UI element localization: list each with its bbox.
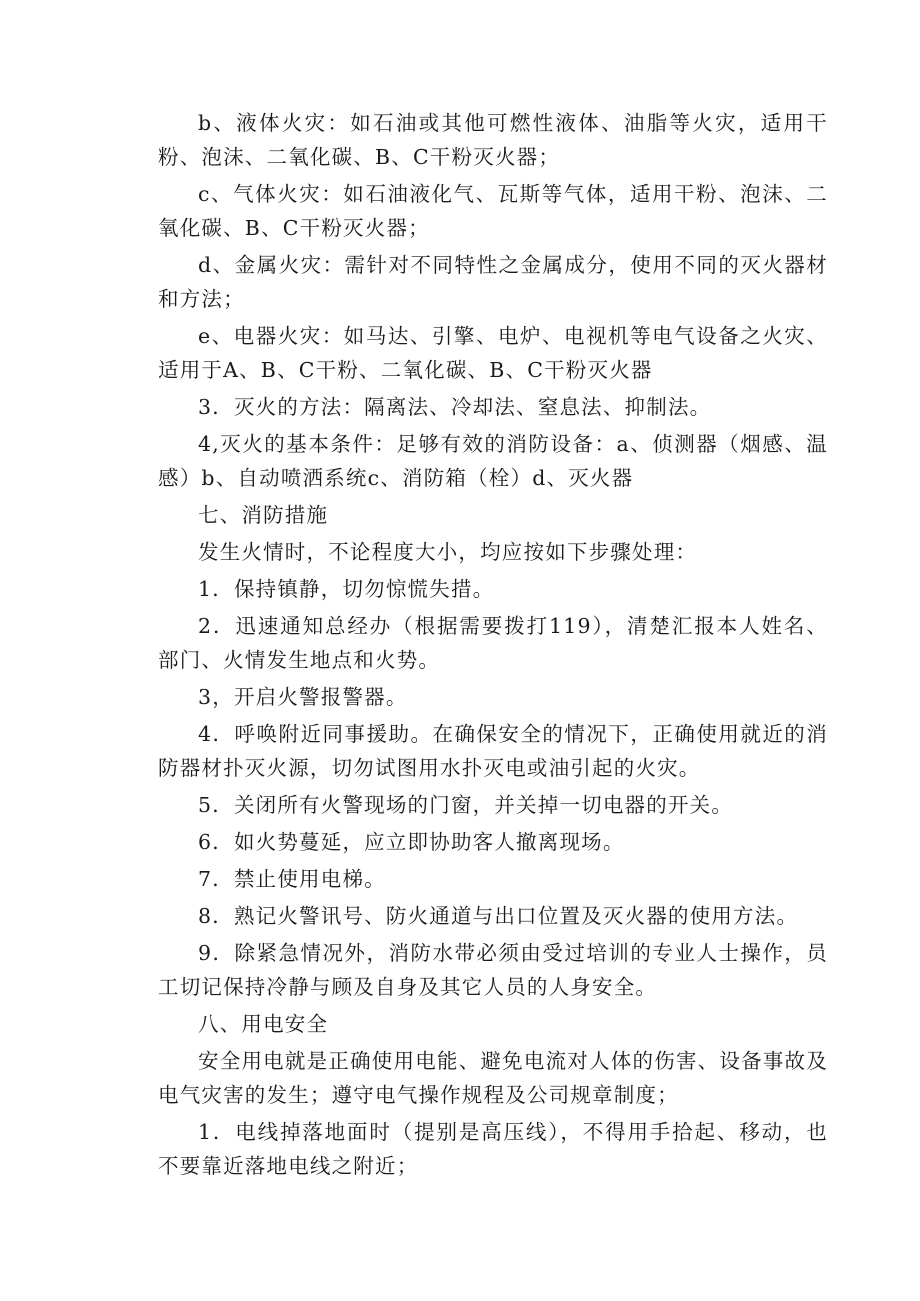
list-item-step-7: 7．禁止使用电梯。 — [198, 867, 386, 891]
section-heading-fire-measures: 七、消防措施 — [198, 503, 329, 527]
list-item-step-8: 8．熟记火警讯号、防火通道与出口位置及灭火器的使用方法。 — [198, 904, 799, 928]
list-item-step-5: 5．关闭所有火警现场的门窗，并关掉一切电器的开关。 — [198, 793, 734, 817]
document-body — [158, 106, 828, 1186]
list-item-step-1: 1．保持镇静，切勿惊慌失措。 — [198, 577, 495, 601]
paragraph-extinguish-methods: 3．灭火的方法：隔离法、冷却法、窒息法、抑制法。 — [198, 395, 712, 419]
paragraph-electrical-fire: e、电器火灾：如马达、引擎、电炉、电视机等电气设备之火灾、适用于A、B、C干粉、二氧化碳、B、C干粉灭火器 — [158, 324, 828, 382]
paragraph-liquid-fire: b、液体火灾：如石油或其他可燃性液体、油脂等火灾，适用干粉、泡沫、二氧化碳、B、C干粉灭火器； — [158, 111, 828, 169]
list-item-step-9: 9．除紧急情况外，消防水带必须由受过培训的专业人士操作，员工切记保持冷静与顾及自身及其它人员的人身安全。 — [158, 941, 828, 999]
section-heading-electrical-safety: 八、用电安全 — [198, 1012, 329, 1036]
paragraph-basic-conditions: 4,灭火的基本条件：足够有效的消防设备：a、侦测器（烟感、温感）b、自动喷洒系统c、消防箱（栓）d、灭火器 — [158, 432, 828, 490]
paragraph-gas-fire: c、气体火灾：如石油液化气、瓦斯等气体，适用干粉、泡沫、二氧化碳、B、C干粉灭火器； — [158, 182, 828, 240]
paragraph-metal-fire: d、金属火灾：需针对不同特性之金属成分，使用不同的灭火器材和方法； — [158, 253, 828, 311]
paragraph-electrical-safety-intro: 安全用电就是正确使用电能、避免电流对人体的伤害、设备事故及电气灾害的发生；遵守电气操作规程及公司规章制度； — [158, 1049, 828, 1107]
list-item-step-3: 3，开启火警报警器。 — [198, 685, 408, 709]
list-item-step-2: 2．迅速通知总经办（根据需要拨打119），清楚汇报本人姓名、部门、火情发生地点和火势。 — [158, 614, 828, 672]
list-item-step-6: 6．如火势蔓延，应立即协助客人撤离现场。 — [198, 830, 625, 854]
paragraph-fire-steps-intro: 发生火情时，不论程度大小，均应按如下步骤处理： — [198, 540, 698, 564]
list-item-step-4: 4．呼唤附近同事援助。在确保安全的情况下，正确使用就近的消防器材扑灭火源，切勿试图用水扑灭电或油引起的火灾。 — [158, 722, 828, 780]
list-item-electrical-1: 1．电线掉落地面时（提别是高压线），不得用手拾起、移动，也不要靠近落地电线之附近； — [158, 1120, 828, 1178]
